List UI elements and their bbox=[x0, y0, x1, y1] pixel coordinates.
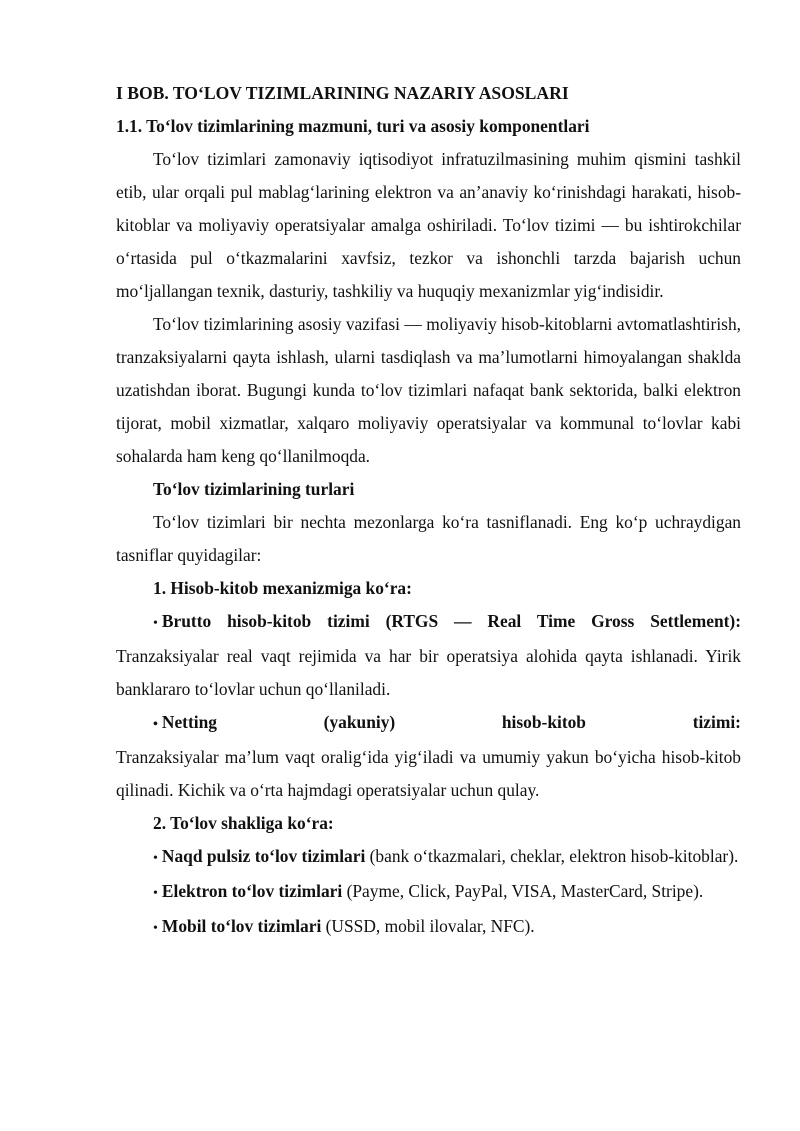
mobile-description: (USSD, mobil ilovalar, NFC). bbox=[321, 916, 535, 936]
rtgs-term: Brutto hisob-kitob tizimi (RTGS — Real Time Gross Settlement): bbox=[161, 611, 741, 631]
bullet-rtgs bbox=[116, 605, 741, 706]
section-title: 1.1. To‘lov tizimlarining mazmuni, turi va asosiy komponentlari bbox=[116, 116, 590, 136]
bullet-cashless bbox=[116, 840, 741, 875]
paragraph-intro: To‘lov tizimlari zamonaviy iqtisodiyot infratuzilmasining muhim qismini tashkil etib, ular orqali pul mablag‘larining elektron va an’anaviy ko‘rinishdagi harakati, hisob-kitoblar va moliyaviy operatsiyalar amalga oshiriladi. To‘lov tizimi — bu ishtirokchilar o‘rtasida pul o‘tkazmalarini xavfsiz, tezkor va ishonchli tarzda bajarish uchun mo‘ljallangan texnik, dasturiy, tashkiliy va huquqiy mexanizmlar yig‘indisidir. bbox=[116, 149, 741, 301]
bullet-icon: • bbox=[153, 921, 158, 936]
cashless-term: Naqd pulsiz to‘lov tizimlari bbox=[161, 846, 366, 866]
netting-word-4: tizimi: bbox=[692, 712, 741, 732]
paragraph-function: To‘lov tizimlarining asosiy vazifasi — moliyaviy hisob-kitoblarni avtomatlashtirish, tranzaksiyalarni qayta ishlash, ularni tasdiqlash va ma’lumotlarni himoyalangan shaklda uzatishdan iborat. Bugungi kunda to‘lov tizimlari nafaqat bank sektorida, balki elektron tijorat, mobil xizmatlar, xalqaro moliyaviy operatsiyalar va kommunal to‘lovlar kabi sohalarda ham keng qo‘llanilmoqda. bbox=[116, 314, 741, 466]
bullet-netting-heading bbox=[116, 706, 741, 741]
bullet-icon: • bbox=[153, 886, 158, 901]
paragraph-classification: To‘lov tizimlari bir nechta mezonlarga ko‘ra tasniflanadi. Eng ko‘p uchraydigan tasniflar quyidagilar: bbox=[116, 512, 741, 565]
netting-description: Tranzaksiyalar ma’lum vaqt oralig‘ida yig‘iladi va umumiy yakun bo‘yicha hisob-kitob qilinadi. Kichik va o‘rta hajmdagi operatsiyalar uchun qulay. bbox=[116, 747, 741, 800]
netting-word-1: • Netting bbox=[153, 712, 217, 732]
subheading-types: To‘lov tizimlarining turlari bbox=[153, 479, 355, 499]
bullet-icon: • bbox=[153, 616, 158, 631]
cashless-description: (bank o‘tkazmalari, cheklar, elektron hisob-kitoblar). bbox=[365, 846, 739, 866]
document-body bbox=[116, 77, 741, 945]
netting-word-2: (yakuniy) bbox=[323, 712, 396, 732]
bullet-icon: • bbox=[153, 851, 158, 866]
rtgs-description: Tranzaksiyalar real vaqt rejimida va har bir operatsiya alohida qayta ishlanadi. Yirik banklararo to‘lovlar uchun qo‘llaniladi. bbox=[116, 646, 741, 699]
chapter-title: I BOB. TO‘LOV TIZIMLARINING NAZARIY ASOSLARI bbox=[116, 83, 569, 103]
netting-word-3: hisob-kitob bbox=[501, 712, 586, 732]
electronic-description: (Payme, Click, PayPal, VISA, MasterCard, Stripe). bbox=[342, 881, 704, 901]
criterion-settlement: 1. Hisob-kitob mexanizmiga ko‘ra: bbox=[153, 578, 412, 598]
bullet-mobile bbox=[116, 910, 741, 945]
mobile-term: Mobil to‘lov tizimlari bbox=[161, 916, 322, 936]
bullet-icon: • bbox=[153, 717, 158, 732]
electronic-term: Elektron to‘lov tizimlari bbox=[161, 881, 343, 901]
criterion-payment-form: 2. To‘lov shakliga ko‘ra: bbox=[153, 813, 334, 833]
bullet-electronic bbox=[116, 875, 741, 910]
